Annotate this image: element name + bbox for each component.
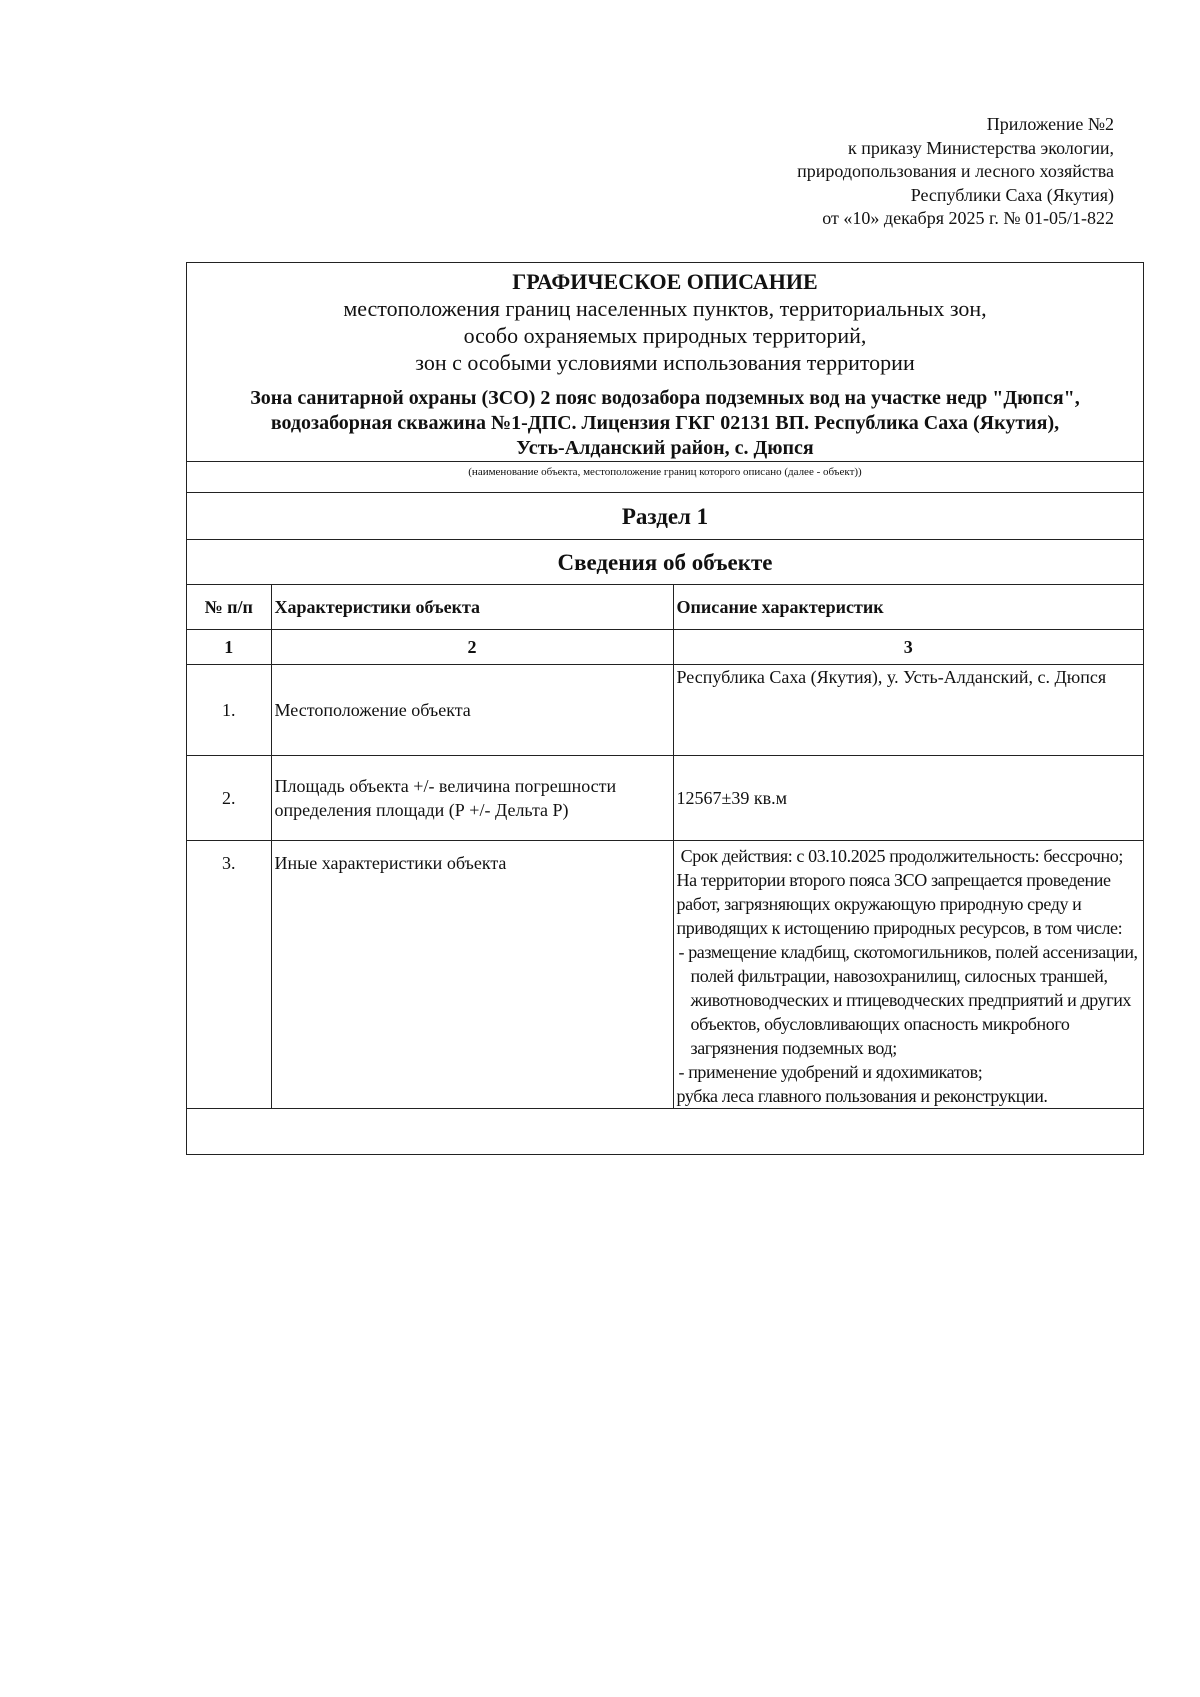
row-description — [673, 841, 1143, 1109]
column-header: № п/п — [187, 585, 271, 630]
document-subtitle-line: местоположения границ населенных пунктов, территориальных зон, — [343, 296, 987, 321]
document-heading — [187, 263, 1143, 376]
row-number: 3. — [187, 841, 271, 1109]
table-header-row — [187, 585, 1143, 630]
description-outro: рубка леса главного пользования и реконструкции. — [676, 1086, 1048, 1106]
document-subtitle-line: особо охраняемых природных территорий, — [463, 323, 867, 348]
appendix-line: Республики Саха (Якутия) — [910, 184, 1114, 205]
appendix-line: Приложение №2 — [986, 114, 1114, 134]
appendix-line: к приказу Министерства экологии, — [847, 137, 1114, 158]
column-header: Описание характеристик — [673, 585, 1143, 630]
object-name-line: Усть-Алданский район, с. Дюпся — [516, 437, 814, 459]
row-description: Республика Саха (Якутия), у. Усть-Алданский, с. Дюпся — [673, 665, 1143, 756]
document-subtitle-line: зон с особыми условиями использования территории — [415, 350, 915, 375]
object-info-table — [187, 584, 1143, 1154]
row-characteristic: Иные характеристики объекта — [271, 841, 673, 1109]
column-number-row — [187, 630, 1143, 665]
description-item: - размещение кладбищ, скотомогильников, полей ассенизации, полей фильтрации, навозохранилищ, силосных траншей, животноводческих и птицеводческих предприятий и других объектов, обусловливающих опасность микробного загрязнения подземных вод; — [678, 942, 1138, 1058]
row-characteristic: Площадь объекта +/- величина погрешности определения площади (Р +/- Дельта Р) — [271, 756, 673, 841]
section-subtitle: Сведения об объекте — [187, 539, 1143, 584]
table-row — [187, 841, 1143, 1109]
appendix-line: от «10» декабря 2025 г. № 01-05/1-822 — [822, 208, 1114, 228]
appendix-line: природопользования и лесного хозяйства — [797, 161, 1114, 181]
column-number: 3 — [673, 630, 1143, 665]
section-title: Раздел 1 — [187, 492, 1143, 539]
row-number: 1. — [187, 665, 271, 756]
empty-cell — [187, 1109, 1143, 1155]
appendix-note — [554, 113, 1114, 231]
row-characteristic: Местоположение объекта — [271, 665, 673, 756]
column-number: 1 — [187, 630, 271, 665]
object-name — [187, 376, 1143, 461]
table-row — [187, 756, 1143, 841]
description-frame — [186, 262, 1144, 1155]
column-number: 2 — [271, 630, 673, 665]
row-number: 2. — [187, 756, 271, 841]
empty-row — [187, 1109, 1143, 1155]
column-header: Характеристики объекта — [271, 585, 673, 630]
object-name-line: водозаборная скважина №1-ДПС. Лицензия ГКГ 02131 ВП. Республика Саха (Якутия), — [270, 412, 1060, 434]
description-intro: Срок действия: с 03.10.2025 продолжительность: бессрочно; На территории второго пояса ЗСО запрещается проведение работ, загрязняющих окружающую природную среду и приводящих к истощению природных ресурсов, в том числе: — [676, 846, 1128, 938]
description-item: - применение удобрений и ядохимикатов; — [678, 1062, 983, 1082]
object-name-line: Зона санитарной охраны (ЗСО) 2 пояс водозабора подземных вод на участке недр "Дюпся", — [250, 387, 1080, 409]
object-caption: (наименование объекта, местоположение границ которого описано (далее - объект)) — [187, 461, 1143, 492]
document-title: ГРАФИЧЕСКОЕ ОПИСАНИЕ — [512, 269, 818, 294]
row-description: 12567±39 кв.м — [673, 756, 1143, 841]
table-row — [187, 665, 1143, 756]
